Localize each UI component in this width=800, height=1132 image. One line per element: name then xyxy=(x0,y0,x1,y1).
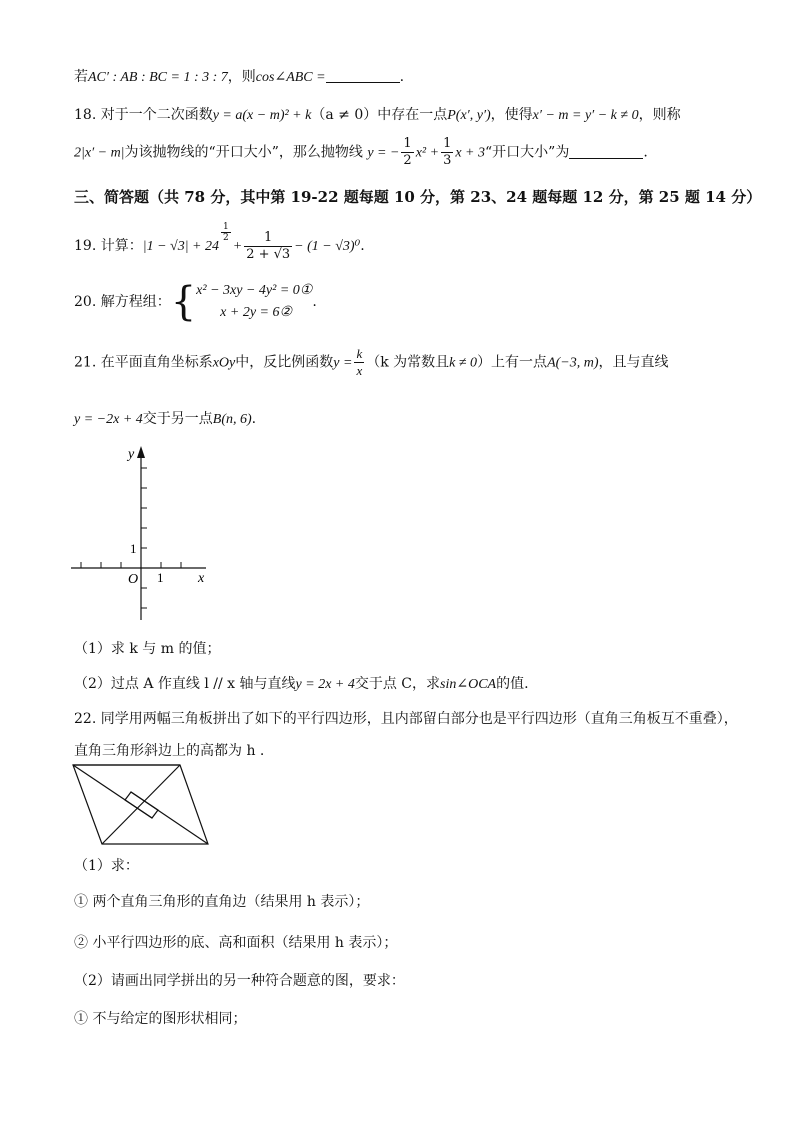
q19-end: . xyxy=(360,238,365,254)
q17-end: . xyxy=(399,69,405,85)
q21-k-condition: k ≠ 0 xyxy=(449,355,478,371)
q17-answer-blank[interactable] xyxy=(326,68,400,83)
q18-end: . xyxy=(643,144,648,161)
q18-function: y = a(x − m)² + k xyxy=(212,108,312,123)
q21-text-f: 交于另一点 xyxy=(142,411,213,427)
q21-part-2-text-c: 的值. xyxy=(496,676,529,692)
q18-line1 xyxy=(74,104,681,124)
q17-prefix: 若 xyxy=(74,69,88,85)
q19-text: 计算： xyxy=(100,238,143,254)
q18-number: 18. xyxy=(74,107,97,123)
q20-brace: { xyxy=(170,279,197,325)
q18-condition: （a ≠ 0） xyxy=(311,107,378,123)
q21-part-1: （1）求 k 与 m 的值； xyxy=(74,641,221,657)
q21-part-2-text-a: （2）过点 A 作直线 l // x 轴与直线 xyxy=(74,676,296,692)
q21-text-b: 中，反比例函数 xyxy=(235,354,334,371)
q19-fraction-numerator: 1 xyxy=(244,230,292,247)
q22-line1 xyxy=(74,708,738,728)
q18-text-c: ，使得 xyxy=(490,107,533,123)
q21-point-a: A(−3, m) xyxy=(547,355,599,371)
y-axis-ticks xyxy=(141,468,147,608)
q20-equation-1: x² − 3xy − 4y² = 0① xyxy=(196,283,313,298)
q19-exponent xyxy=(221,222,231,243)
y-axis-label: y xyxy=(128,447,135,462)
x-axis-ticks xyxy=(81,562,181,568)
q18-abs-expression: 2|x′ − m| xyxy=(74,145,125,161)
section-3-heading: 三、简答题（共 78 分，其中第 19-22 题每题 10 分，第 23、24 题每题 12 分，第 25 题 14 分） xyxy=(74,188,762,206)
q18-line2 xyxy=(74,136,648,169)
q19-exponent-numerator: 1 xyxy=(223,222,229,232)
q21-line-equation: y = −2x + 4 xyxy=(74,412,143,427)
q20-text: 解方程组： xyxy=(100,294,171,310)
origin-label: O xyxy=(128,572,139,587)
q17-ratio: AC′ : AB : BC = 1 : 3 : 7 xyxy=(88,70,228,85)
q18-fraction-1-numerator: 1 xyxy=(403,136,412,151)
parallelogram-figure xyxy=(70,762,212,848)
q18-text-d: ，则称 xyxy=(638,107,681,123)
q18-parabola-part-c: x + 3 xyxy=(455,145,486,161)
q21-part-2-text-b: 交于点 C，求 xyxy=(354,676,441,692)
q18-text-a: 对于一个二次函数 xyxy=(100,107,213,123)
q19-number: 19. xyxy=(74,238,97,254)
q21-y-equals: y = xyxy=(333,355,353,371)
q22-part-2: （2）请画出同学拼出的另一种符合题意的图，要求： xyxy=(74,973,405,989)
q20-number: 20. xyxy=(74,294,97,310)
q22-part-1: （1）求： xyxy=(74,858,139,874)
q19-expression-b: − (1 − √3)⁰ xyxy=(294,239,361,254)
y-axis-arrow xyxy=(137,446,145,458)
q21-point-b: B(n, 6) xyxy=(212,412,252,427)
q18-parabola-part-b: x² + xyxy=(415,145,440,161)
q18-parabola-part-a: y = − xyxy=(367,145,400,161)
q18-point: P(x′, y′) xyxy=(447,108,491,123)
q18-fraction-1-denominator: 2 xyxy=(403,153,412,168)
inner-parallelogram xyxy=(125,792,158,818)
q21-part-2-line: y = 2x + 4 xyxy=(295,677,355,692)
q20-system xyxy=(196,280,312,324)
q21-line2 xyxy=(74,408,256,428)
q19-exponent-denominator: 2 xyxy=(223,233,229,243)
q17-mid: ，则 xyxy=(227,69,256,85)
q18-text-f: “开口大小”为 xyxy=(485,144,570,161)
q18-text-e: 为该抛物线的“开口大小”，那么抛物线 xyxy=(124,144,363,161)
q18-fraction-2-denominator: 3 xyxy=(443,153,452,168)
q21-text-c: （k 为常数且 xyxy=(366,354,450,371)
q17-cos: cos∠ABC = xyxy=(255,70,326,85)
q19-plus: + xyxy=(232,239,243,254)
q21-line1 xyxy=(74,346,669,379)
q21-part-2 xyxy=(74,673,529,693)
x-tick-label: 1 xyxy=(157,570,164,585)
q18-answer-blank[interactable] xyxy=(569,144,643,159)
q20-line xyxy=(74,280,317,324)
q21-fraction xyxy=(354,346,364,379)
q22-number: 22. xyxy=(74,711,97,727)
q20-end: . xyxy=(312,294,317,310)
q21-coordinate-system: xOy xyxy=(212,355,236,371)
x-axis-label: x xyxy=(198,571,205,586)
q21-text-g: . xyxy=(251,411,257,427)
q18-fraction-2-numerator: 1 xyxy=(443,136,452,151)
q19-expression-a: |1 − √3| + 24 xyxy=(142,239,219,254)
q18-fraction-2 xyxy=(441,136,453,169)
q21-fraction-denominator: x xyxy=(356,363,363,378)
q19-line xyxy=(74,222,365,263)
q21-part-2-sin: sin∠OCA xyxy=(440,677,497,692)
q19-fraction-denominator: 2 + √3 xyxy=(246,246,291,262)
q21-text-d: ）上有一点 xyxy=(477,354,548,371)
q20-equation-2: x + 2y = 6② xyxy=(220,305,293,320)
q21-fraction-numerator: k xyxy=(356,346,363,361)
q22-text-a: 同学用两幅三角板拼出了如下的平行四边形，且内部留白部分也是平行四边形（直角三角板互不重叠）， xyxy=(100,711,738,727)
q21-text-e: ，且与直线 xyxy=(598,354,669,371)
q18-fraction-1 xyxy=(401,136,413,169)
q22-part-1-item-2: ② 小平行四边形的底、高和面积（结果用 h 表示）； xyxy=(74,935,398,951)
q18-equation: x′ − m = y′ − k ≠ 0 xyxy=(532,108,639,123)
q18-text-b: 中存在一点 xyxy=(377,107,448,123)
q21-text-a: 在平面直角坐标系 xyxy=(100,354,213,371)
q17-tail xyxy=(74,66,404,86)
q22-line2: 直角三角形斜边上的高都为 h . xyxy=(74,743,265,759)
q22-part-2-item-1: ① 不与给定的图形状相同； xyxy=(74,1011,247,1027)
q21-number: 21. xyxy=(74,354,97,371)
coordinate-axes-figure xyxy=(66,438,226,628)
y-tick-label: 1 xyxy=(130,541,137,556)
diagonal xyxy=(102,765,180,844)
q22-part-1-item-1: ① 两个直角三角形的直角边（结果用 h 表示）； xyxy=(74,894,370,910)
q19-fraction xyxy=(244,230,292,263)
